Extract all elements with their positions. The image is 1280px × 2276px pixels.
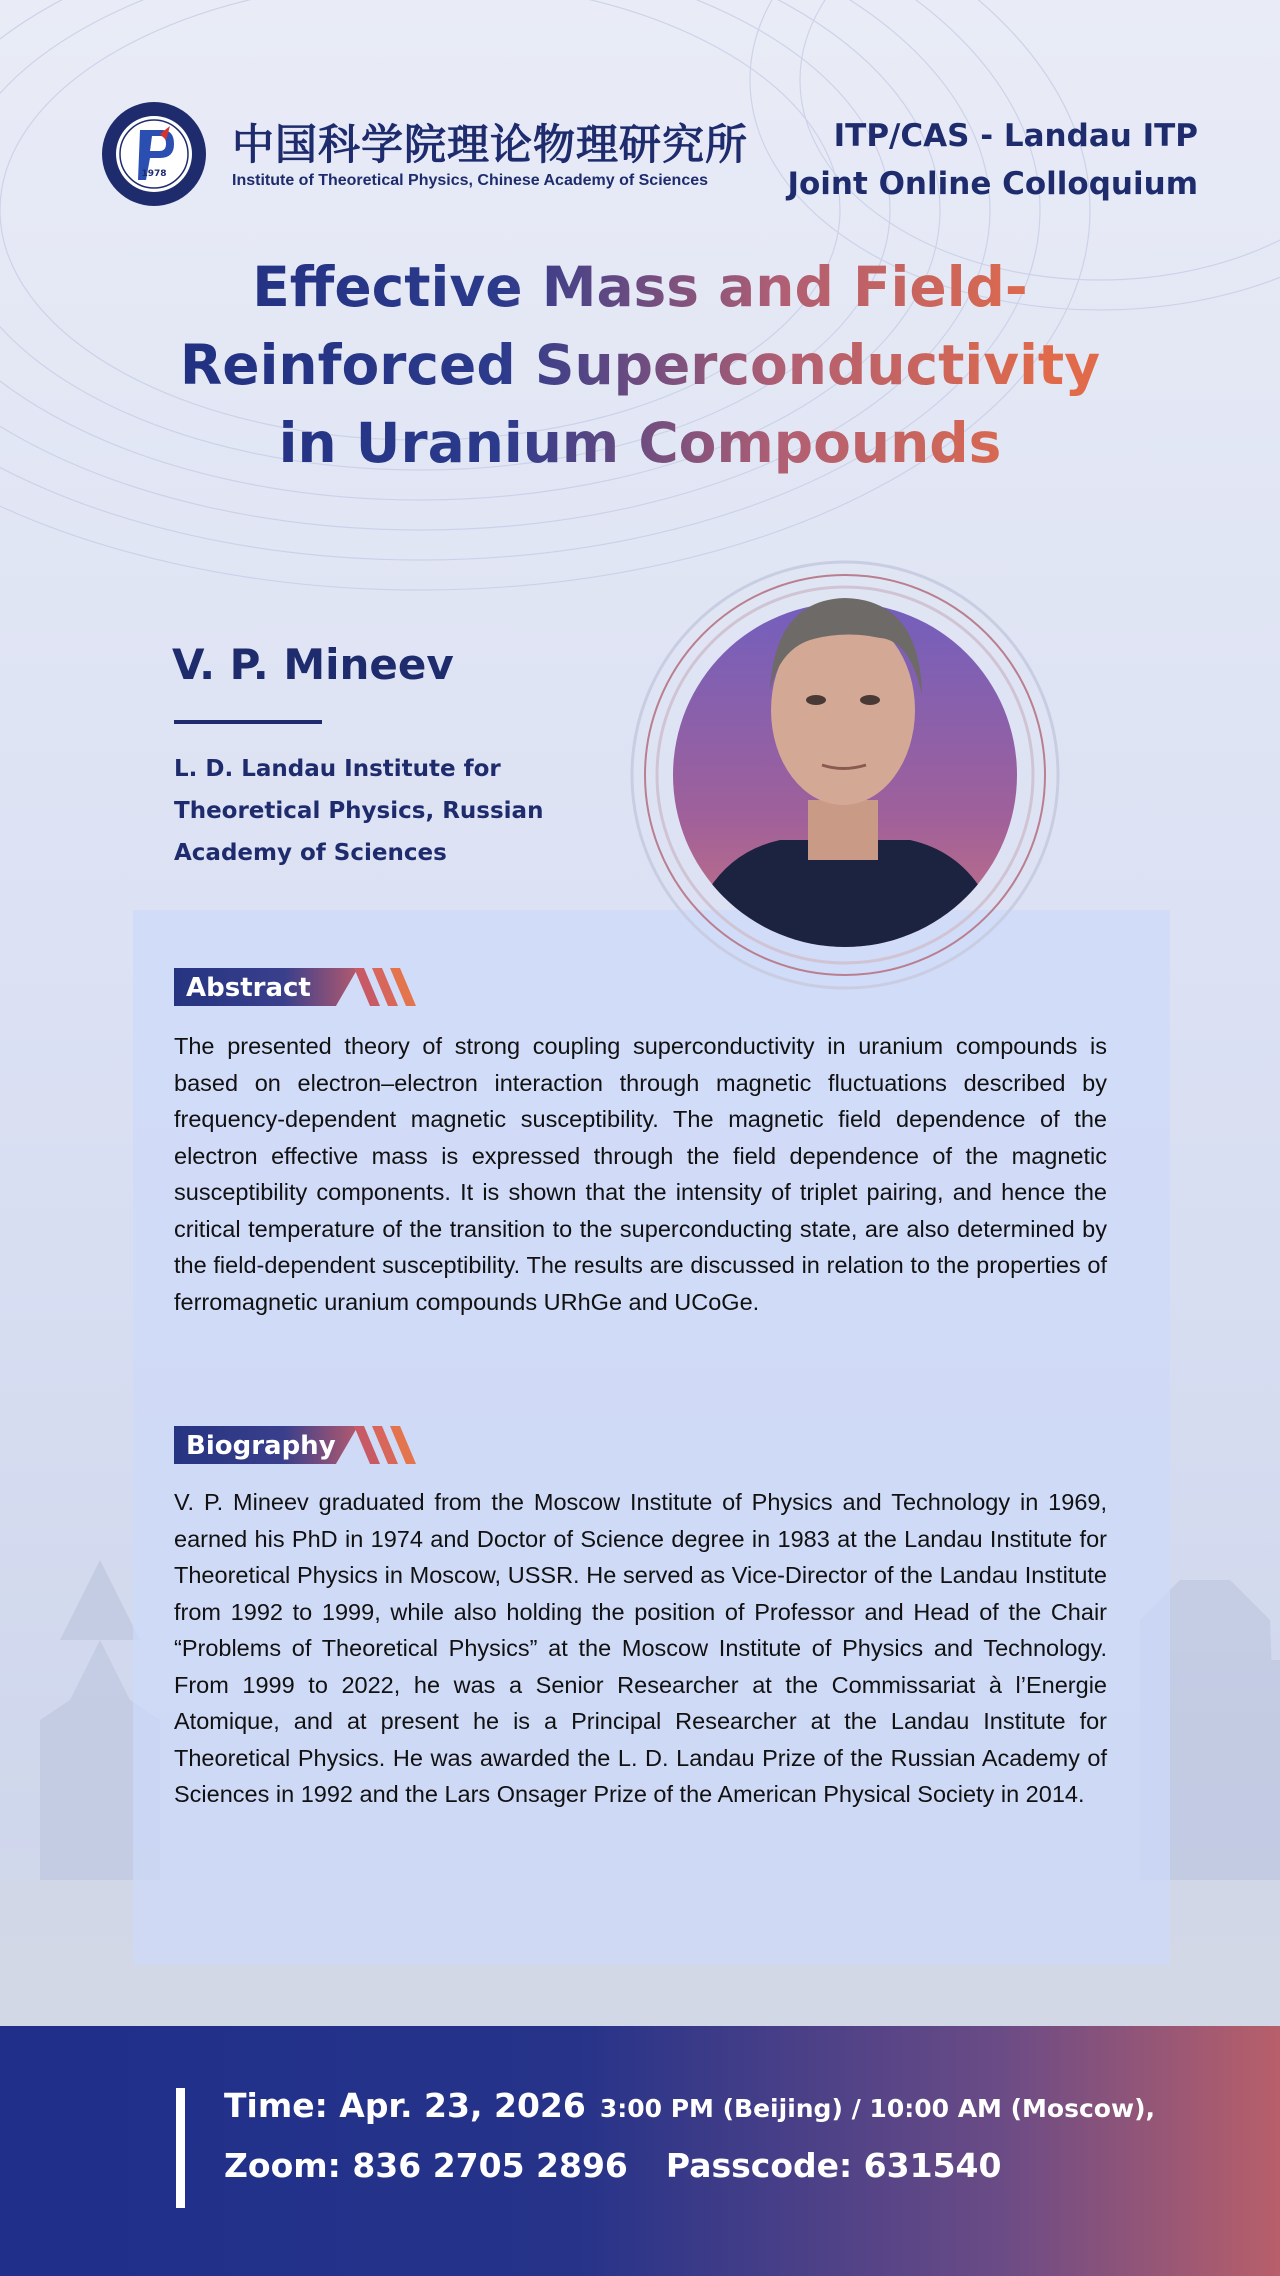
title-line-2: Reinforced Superconductivity: [179, 333, 1101, 397]
stripes-icon: [350, 1426, 430, 1464]
biography-text: V. P. Mineev graduated from the Moscow Institute of Physics and Technology in 1969, earned his PhD in 1974 and Doctor of Science degree in 1983 at the Landau Institute for Theoretical Physics in Moscow, USSR. He served as Vice-Director of the Landau Institute from 1992 to 1999, while also holding the position of Professor and Head of the Chair “Problems of Theoretical Physics” at the Moscow Institute of Physics and Technology. From 1999 to 2022, he was a Senior Researcher at the Commissariat à l’Energie Atomique, and at present he is a Principal Researcher at the Landau Institute for Theoretical Physics. He was awarded the L. D. Landau Prize of the Russian Academy of Sciences in 1992 and the Lars Onsager Prize of the American Physical Society in 2014.: [174, 1489, 1107, 1807]
institute-name-en: Institute of Theoretical Physics, Chinese Academy of Sciences: [232, 172, 709, 189]
speaker-affiliation: [174, 748, 594, 874]
event-time-detail: 3:00 PM (Beijing) / 10:00 AM (Moscow),: [599, 2094, 1156, 2123]
stripes-icon: [350, 968, 430, 1006]
institute-logo: [100, 100, 208, 208]
series-line-1: ITP/CAS - Landau ITP: [833, 118, 1198, 154]
biography-heading-label: Biography: [186, 1431, 336, 1461]
event-date: Time: Apr. 23, 2026: [224, 2086, 586, 2125]
talk-title: [60, 248, 1220, 482]
series-line-2: Joint Online Colloquium: [787, 166, 1198, 202]
logo-year: 1978: [141, 169, 167, 179]
institute-name-cn: 中国科学院理论物理研究所: [232, 120, 749, 169]
title-line-3: in Uranium Compounds: [278, 411, 1002, 475]
abstract-heading-label: Abstract: [186, 973, 311, 1003]
speaker-divider: [174, 720, 322, 724]
speaker-portrait: [630, 560, 1060, 990]
title-line-1: Effective Mass and Field-: [252, 255, 1028, 319]
speaker-name: V. P. Mineev: [172, 640, 454, 689]
colloquium-series: [787, 112, 1198, 208]
zoom-id[interactable]: Zoom: 836 2705 2896: [224, 2146, 628, 2185]
affiliation-line-1: L. D. Landau Institute for: [174, 756, 501, 782]
zoom-passcode: Passcode: 631540: [665, 2146, 1002, 2185]
affiliation-line-3: Academy of Sciences: [174, 840, 447, 866]
event-time: [224, 2086, 1155, 2125]
abstract-text: The presented theory of strong coupling superconductivity in uranium compounds is based on electron–electron interaction through magnetic fluctuations described by frequency-dependent magnetic susceptibility. The magnetic field dependence of the electron effective mass is expressed through the field dependence of the magnetic susceptibility components. It is shown that the intensity of triplet pairing, and hence the critical temperature of the transition to the superconducting state, are also determined by the field-dependent susceptibility. The results are discussed in relation to the properties of ferromagnetic uranium compounds URhGe and UCoGe.: [174, 1033, 1107, 1315]
affiliation-line-2: Theoretical Physics, Russian: [174, 798, 544, 824]
event-footer: [0, 2026, 1280, 2276]
event-zoom: [224, 2146, 1001, 2185]
footer-accent-bar: [176, 2088, 185, 2208]
